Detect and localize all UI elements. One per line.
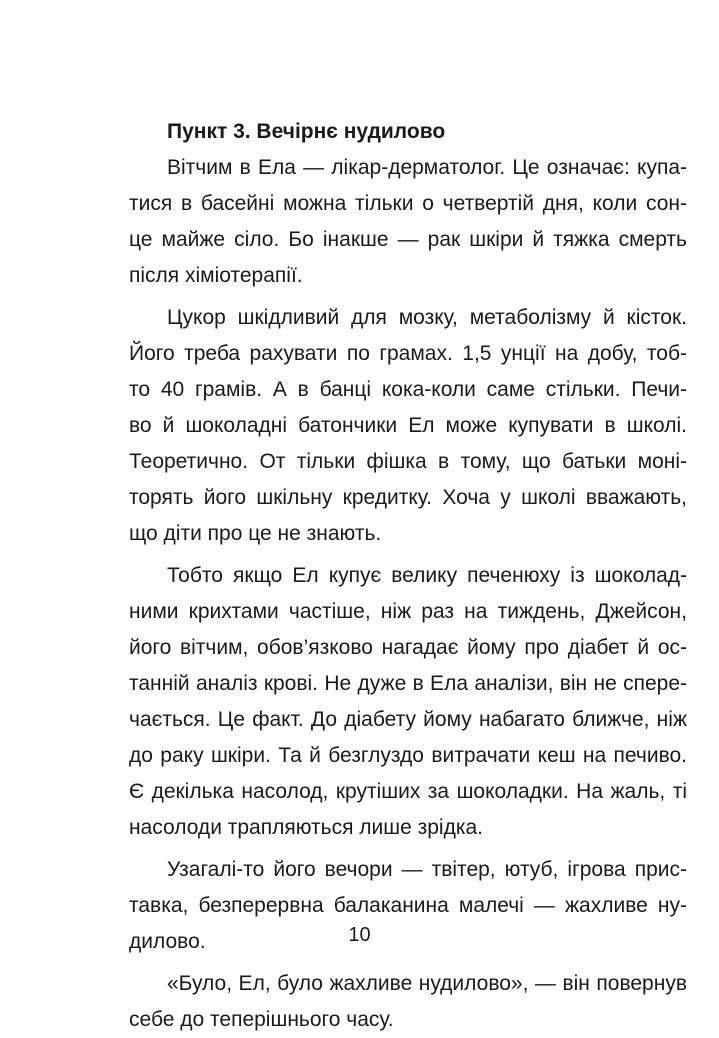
text-line: Вітчим в Ела — лікар-дерматолог. Це означає: купа- (167, 156, 687, 179)
text-line: його вітчим, обов’язково нагадає йому про діабет й ос- (129, 636, 687, 659)
text-line: після хіміотерапії. (129, 264, 303, 287)
text-line: Теоретично. От тільки фішка в тому, що батьки моні- (129, 450, 687, 473)
text-line: танній аналіз крові. Не дуже в Ела аналізи, він не спере- (129, 672, 687, 695)
text-body (129, 114, 687, 1038)
text-line: тися в басейні можна тільки о четвертій дня, коли сон- (129, 192, 687, 215)
text-line: до раку шкіри. Та й безглуздо витрачати кеш на печиво. (129, 744, 687, 767)
text-line: «Було, Ел, було жахливе нудилово», — він повернув (167, 972, 687, 995)
text-line: чається. Це факт. До діабету йому набагато ближче, ніж (129, 708, 687, 731)
paragraph (129, 150, 687, 294)
text-line: тавка, безперервна балаканина малечі — жахливе ну- (129, 894, 687, 917)
text-line: дилово. (129, 930, 206, 953)
paragraph (129, 552, 687, 846)
text-line: себе до теперішнього часу. (129, 1008, 394, 1031)
text-line: що діти про це не знають. (129, 522, 382, 545)
text-line: це майже сіло. Бо інакше — рак шкіри й тяжка смерть (129, 228, 687, 251)
text-line: Його треба рахувати по грамах. 1,5 унції на добу, тоб- (129, 342, 687, 365)
text-line: во й шоколадні батончики Ел може купувати в школі. (129, 414, 687, 437)
text-line: Є декілька насолод, крутіших за шоколадки. На жаль, ті (129, 780, 687, 803)
text-line: Узагалі-то його вечори — твітер, ютуб, ігрова прис- (167, 858, 687, 881)
page-number: 10 (348, 924, 371, 946)
text-line: ними крихтами частіше, ніж раз на тиждень, Джейсон, (129, 600, 687, 623)
text-line: Цукор шкідливий для мозку, метаболізму й кісток. (167, 306, 687, 329)
text-line: Тобто якщо Ел купує велику печенюху із шоколад- (167, 564, 687, 587)
section-heading: Пункт 3. Вечірнє нудилово (167, 120, 446, 143)
text-line: насолоди трапляються лише зрідка. (129, 816, 484, 839)
text-line: торять його шкільну кредитку. Хоча у школі вважають, (129, 486, 687, 509)
paragraph (129, 960, 687, 1038)
text-line: то 40 грамів. А в банці кока-коли саме стільки. Печи- (129, 378, 687, 401)
paragraph (129, 294, 687, 552)
